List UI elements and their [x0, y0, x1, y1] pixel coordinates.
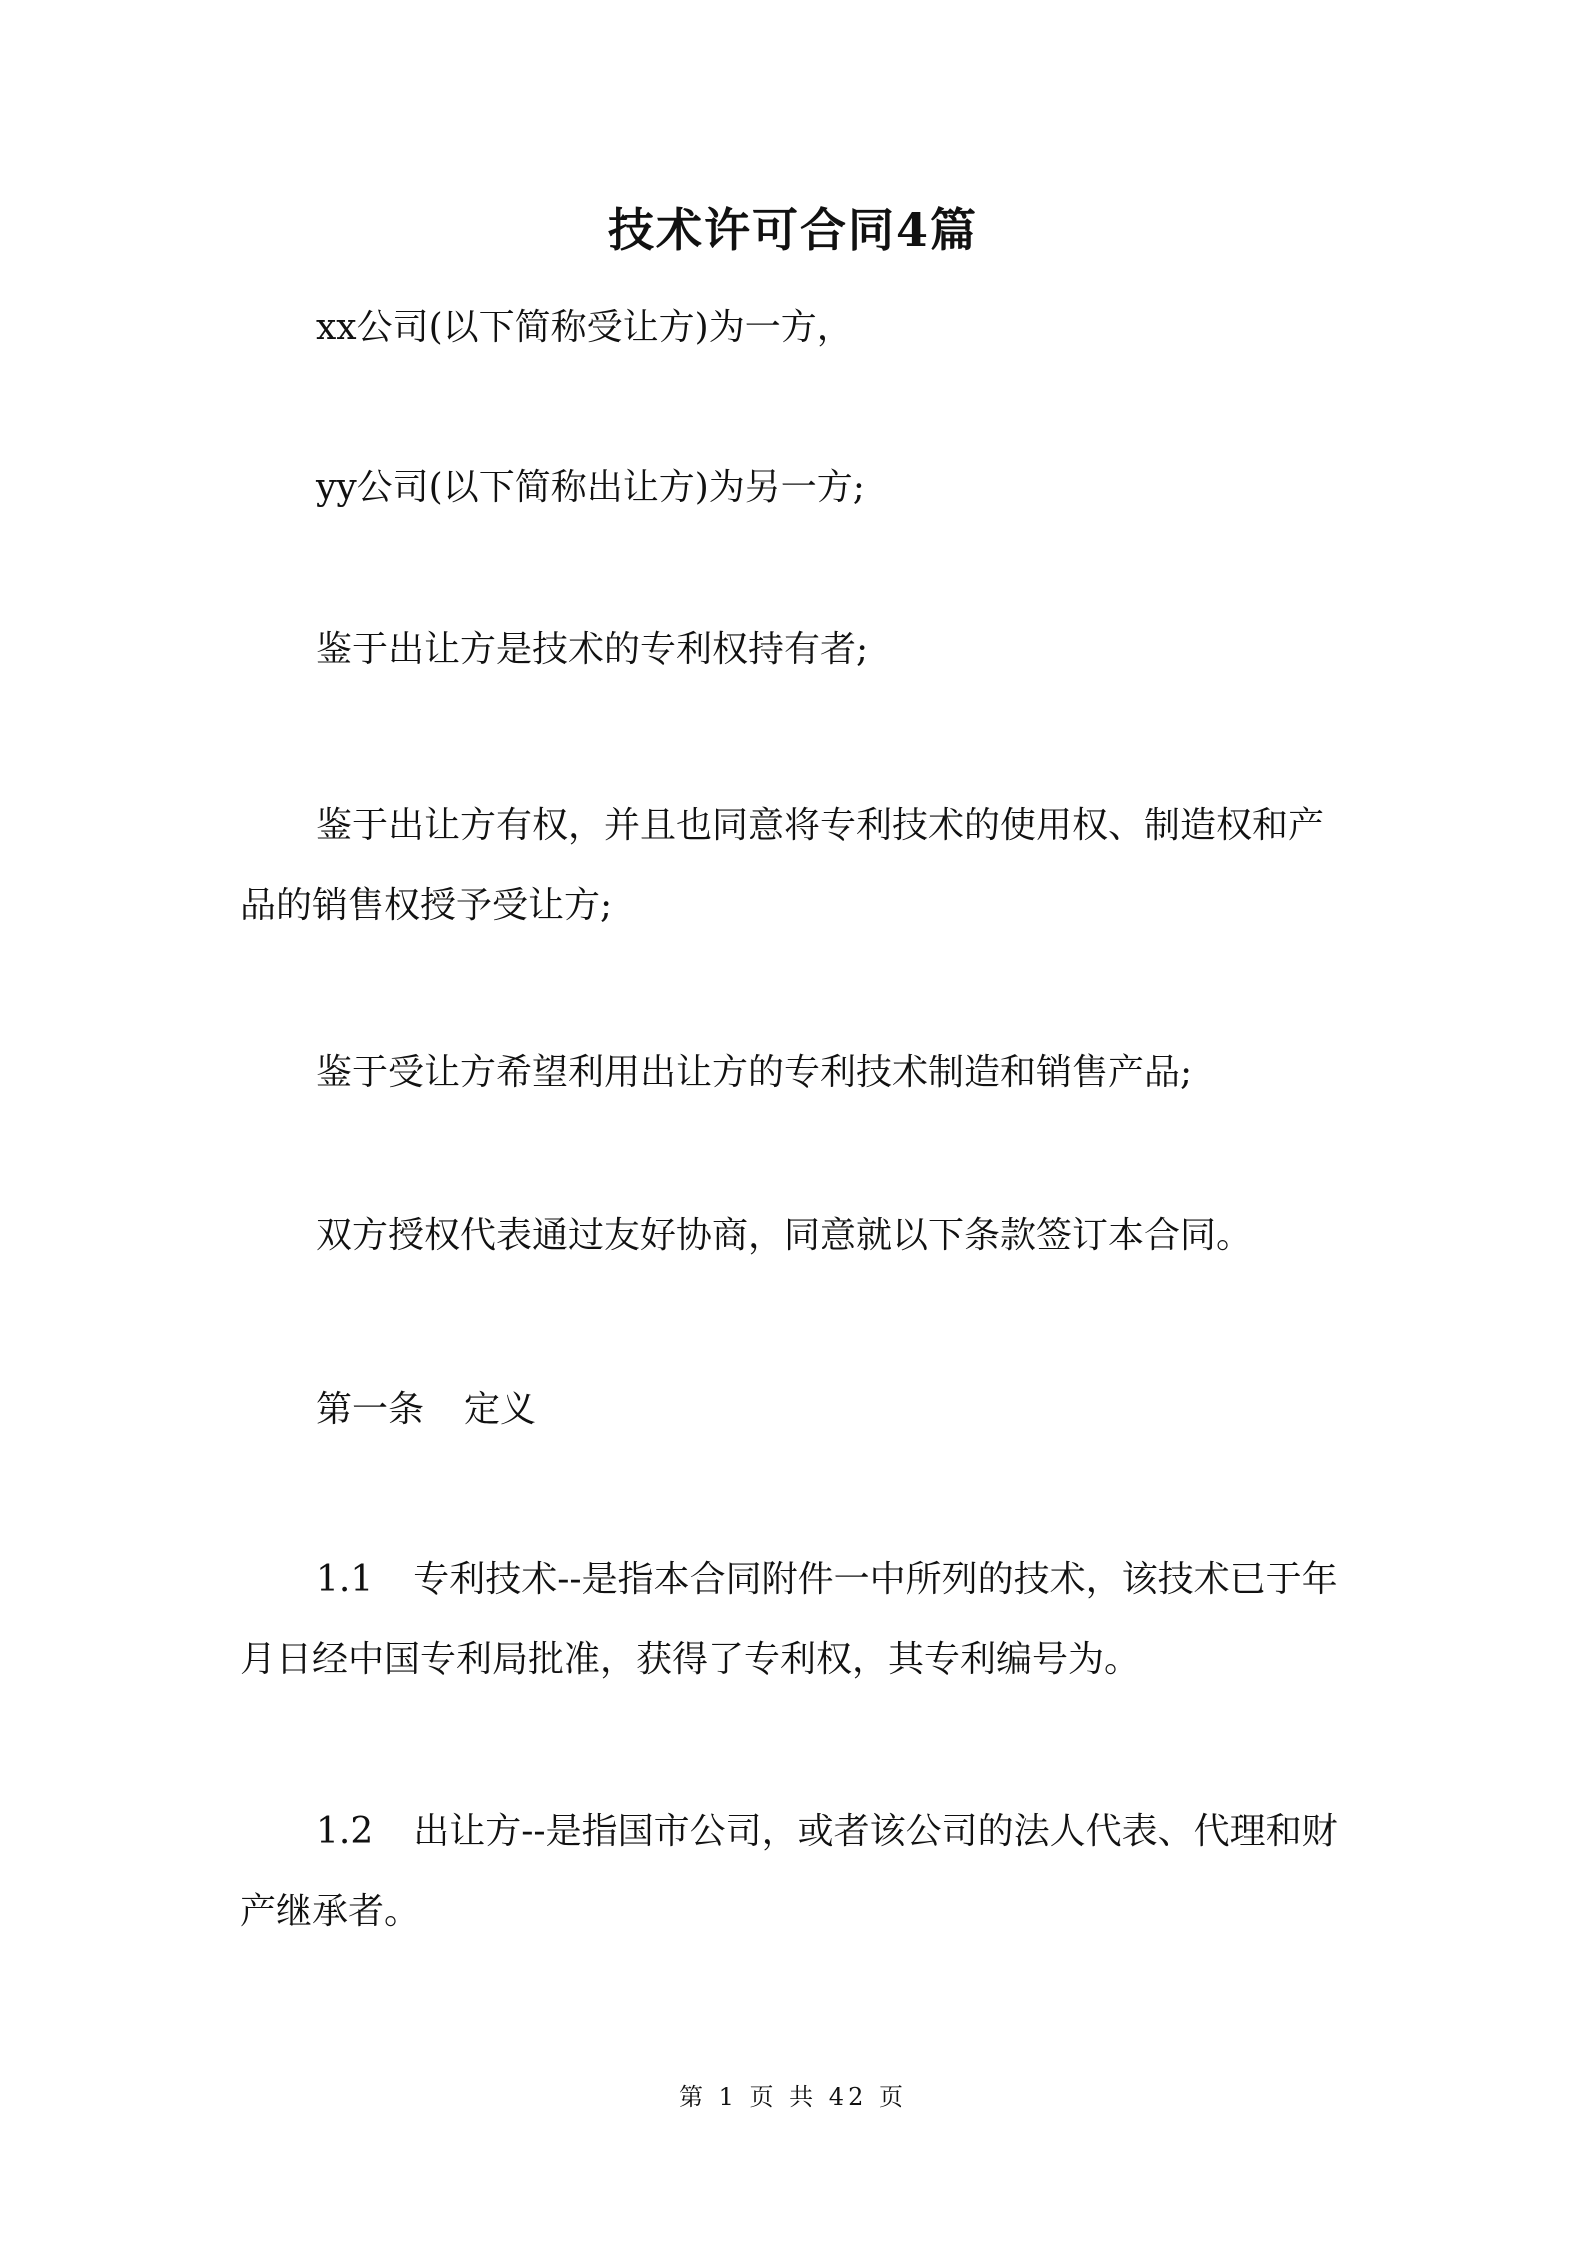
clause-1-2 [240, 1792, 1350, 1952]
article-one-label: 第一条 [316, 1389, 425, 1430]
clause-1-1-text: 专利技术--是指本合同附件一中所列的技术，该技术已于年月日经中国专利局批准，获得了专利权，其专利编号为。 [240, 1559, 1338, 1680]
clause-1-2-text: 出让方--是指国市公司，或者该公司的法人代表、代理和财产继承者。 [240, 1811, 1338, 1932]
paragraph-whereas-rights: 鉴于出让方有权，并且也同意将专利技术的使用权、制造权和产品的销售权授予受让方; [240, 805, 1325, 926]
article-one-heading [240, 1370, 1350, 1450]
paragraph-party-a: xx公司(以下简称受让方)为一方， [316, 307, 853, 348]
paragraph-agreement: 双方授权代表通过友好协商，同意就以下条款签订本合同。 [316, 1215, 1253, 1256]
clause-1-2-number: 1.2 [316, 1811, 374, 1852]
paragraph-whereas-patent-holder: 鉴于出让方是技术的专利权持有者; [316, 629, 869, 670]
article-one-title: 定义 [464, 1389, 537, 1430]
clause-1-1 [240, 1540, 1350, 1700]
paragraph-whereas-licensee: 鉴于受让方希望利用出让方的专利技术制造和销售产品; [316, 1052, 1193, 1093]
document-title: 技术许可合同4篇 [607, 203, 978, 257]
clause-1-1-number: 1.1 [316, 1559, 374, 1600]
page-number-footer: 第 1 页 共 42 页 [679, 2083, 907, 2111]
paragraph-party-b: yy公司(以下简称出让方)为另一方; [316, 467, 865, 508]
